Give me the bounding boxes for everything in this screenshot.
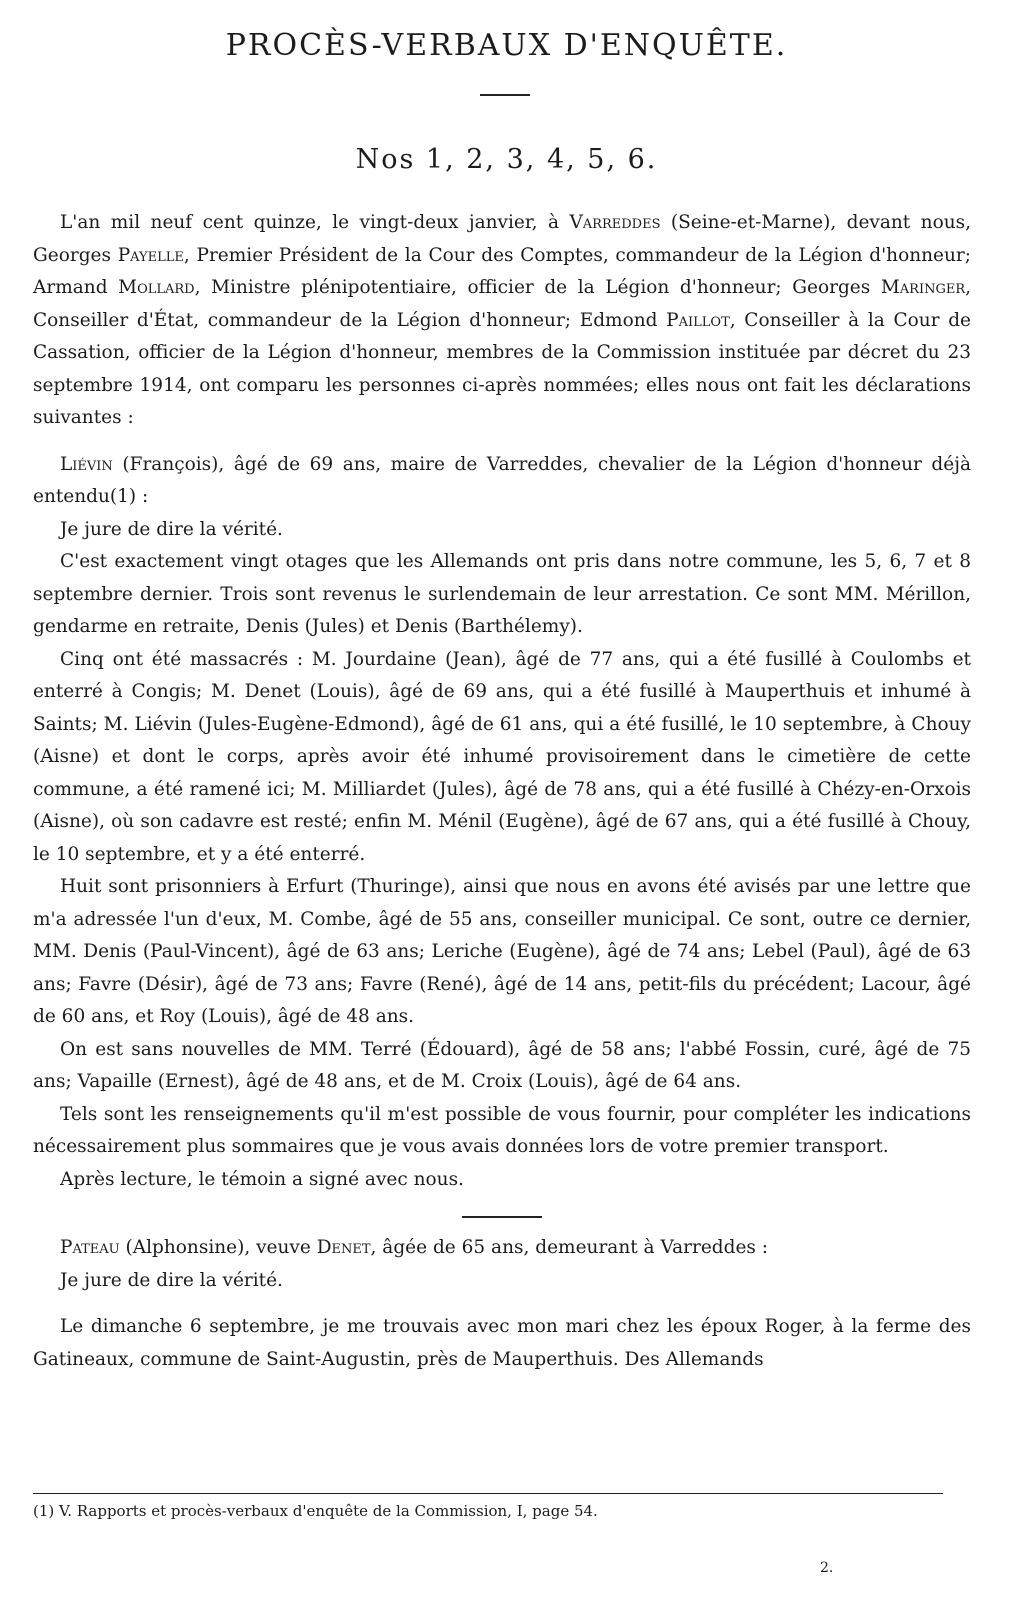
- text-span: , Ministre plénipotentiaire, officier de la Légion d'honneur; Georges: [194, 277, 881, 298]
- footnote: (1) V. Rapports et procès-verbaux d'enquête de la Commission, I, page 54.: [33, 1502, 598, 1520]
- person-name: Payelle: [117, 244, 184, 266]
- paragraph-gap: [33, 1297, 971, 1311]
- text-span: , Conseiller d'État, commandeur de la Légion d'honneur; Edmond: [33, 277, 972, 331]
- witness-name: Pateau: [60, 1237, 120, 1258]
- witness-intro: [33, 1232, 971, 1265]
- oath-paragraph: Je jure de dire la vérité.: [60, 1269, 283, 1291]
- person-name: Denet: [316, 1237, 371, 1258]
- title-divider: [480, 94, 530, 96]
- document-body: [33, 207, 971, 1376]
- section-divider: [462, 1216, 542, 1218]
- witness-intro: [33, 449, 971, 514]
- place-name: Varreddes: [569, 212, 661, 233]
- witness-name: Liévin: [60, 453, 113, 475]
- person-name: Paillot: [666, 309, 730, 331]
- oath-paragraph: Je jure de dire la vérité.: [60, 518, 283, 540]
- text-span: , Premier Président de la Cour des Comptes, commandeur de la Légion d'honneur; Armand: [33, 244, 971, 298]
- testimony-paragraph: On est sans nouvelles de MM. Terré (Édouard), âgé de 58 ans; l'abbé Fossin, curé, âgé de 75 ans; Vapaille (Ernest), âgé de 48 ans, et de M. Croix (Louis), âgé de 64 ans.: [33, 1038, 971, 1092]
- testimony-paragraph: Tels sont les renseignements qu'il m'est possible de vous fournir, pour compléter les indications nécessairement plus sommaires que je vous avais données lors de votre premier transport.: [33, 1103, 971, 1157]
- page-number: 2.: [820, 1560, 834, 1576]
- page-title: PROCÈS-VERBAUX D'ENQUÊTE.: [225, 28, 788, 63]
- testimony-paragraph: Cinq ont été massacrés : M. Jourdaine (Jean), âgé de 77 ans, qui a été fusillé à Coulombs et enterré à Congis; M. Denet (Louis), âgé de 69 ans, qui a été fusillé à Mauperthuis et inhumé à Saints; M. Liévin (Jules-Eugène-Edmond), âgé de 61 ans, qui a été fusillé, le 10 septembre, à Chouy (Aisne) et dont le corps, après avoir été inhumé provisoirement dans le cimetière de cette commune, a été ramené ici; M. Milliardet (Jules), âgé de 78 ans, qui a été fusillé à Chézy-en-Orxois (Aisne), où son cadavre est resté; enfin M. Ménil (Eugène), âgé de 67 ans, qui a été fusillé à Chouy, le 10 septembre, et y a été enterré.: [33, 648, 971, 865]
- paragraph-gap: [33, 435, 971, 449]
- text-span: (Seine-et-Marne), devant nous, Georges: [33, 212, 971, 266]
- footnote-divider: [33, 1493, 943, 1494]
- text-span: (Alphonsine), veuve: [119, 1237, 317, 1258]
- text-span: , Conseiller à la Cour de Cassation, officier de la Légion d'honneur, membres de la Commission instituée par décret du 23 septembre 1914, ont comparu les personnes ci-après nommées; elles nous ont fait les déclarations suivantes :: [33, 309, 971, 428]
- testimony-paragraph: Huit sont prisonniers à Erfurt (Thuringe), ainsi que nous en avons été avisés par une lettre que m'a adressée l'un d'eux, M. Combe, âgé de 55 ans, conseiller municipal. Ce sont, outre ce dernier, MM. Denis (Paul-Vincent), âgé de 63 ans; Leriche (Eugène), âgé de 74 ans; Lebel (Paul), âgé de 63 ans; Favre (Désir), âgé de 73 ans; Favre (René), âgé de 14 ans, petit-fils du précédent; Lacour, âgé de 60 ans, et Roy (Louis), âgé de 48 ans.: [33, 876, 971, 1027]
- opening-paragraph: [33, 207, 971, 435]
- record-numbers: Nos 1, 2, 3, 4, 5, 6.: [355, 144, 658, 175]
- testimony-paragraph: C'est exactement vingt otages que les Allemands ont pris dans notre commune, les 5, 6, 7 et 8 septembre dernier. Trois sont revenus le surlendemain de leur arrestation. Ce sont MM. Mérillon, gendarme en retraite, Denis (Jules) et Denis (Barthélemy).: [33, 551, 971, 637]
- text-span: (François), âgé de 69 ans, maire de Varreddes, chevalier de la Légion d'honneur déjà entendu(1) :: [33, 453, 971, 507]
- text-span: L'an mil neuf cent quinze, le vingt-deux janvier, à: [60, 212, 570, 233]
- person-name: Maringer: [880, 277, 966, 298]
- person-name: Mollard: [118, 277, 195, 298]
- signature-paragraph: Après lecture, le témoin a signé avec nous.: [60, 1168, 464, 1190]
- testimony-paragraph: Le dimanche 6 septembre, je me trouvais avec mon mari chez les époux Roger, à la ferme des Gatineaux, commune de Saint-Augustin, près de Mauperthuis. Des Allemands: [33, 1316, 971, 1370]
- text-span: , âgée de 65 ans, demeurant à Varreddes :: [370, 1237, 769, 1258]
